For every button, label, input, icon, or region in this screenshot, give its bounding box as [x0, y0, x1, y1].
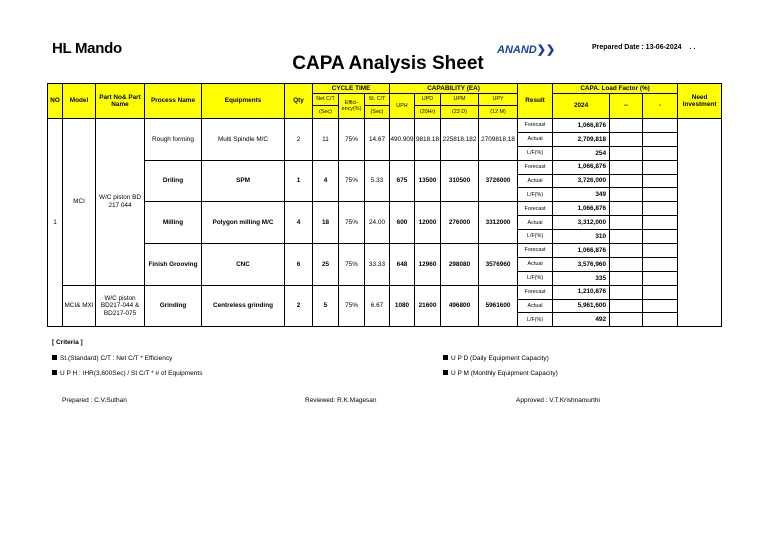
cell-load-lf: 349 [553, 188, 610, 202]
cell-load-empty [643, 160, 678, 174]
cell-equipment: Polygon milling M/C [202, 202, 285, 244]
cell-upy: 5961600 [479, 285, 518, 327]
col-header-st-ct: St. C/T [365, 94, 390, 106]
cell-equipment: Centreless grinding [202, 285, 285, 327]
col-header-net-ct: Net C/T [313, 94, 339, 106]
cell-result-label: Actual [518, 216, 553, 230]
col-header-equipments: Equipments [202, 84, 285, 119]
cell-st-ct: 6.67 [365, 285, 390, 327]
cell-no: 1 [48, 119, 63, 327]
col-header-col2: -- [610, 94, 643, 119]
cell-result-label: Actual [518, 174, 553, 188]
cell-load-empty [610, 244, 643, 258]
col-header-upm: UPM [441, 94, 479, 106]
hl-mando-logo: HL Mando [52, 40, 122, 57]
col-header-model: Model [63, 84, 96, 119]
criteria-item [52, 370, 202, 377]
cell-load-empty [610, 257, 643, 271]
cell-net-ct: 18 [313, 202, 339, 244]
cell-result-label: Forecast [518, 160, 553, 174]
cell-load-empty [643, 174, 678, 188]
col-header-uph: UPH [390, 94, 415, 119]
col-header-no: NO [48, 84, 63, 119]
col-header-upy-sub: (12 M) [479, 106, 518, 119]
cell-load-empty [643, 216, 678, 230]
cell-efficiency: 75% [339, 202, 365, 244]
cell-load-lf: 335 [553, 271, 610, 285]
square-bullet-icon [52, 370, 57, 375]
cell-load-forecast: 1,066,876 [553, 244, 610, 258]
col-header-cycle-time: CYCLE TIME [313, 84, 390, 94]
square-bullet-icon [443, 355, 448, 360]
cell-qty: 1 [285, 160, 313, 202]
cell-load-empty [643, 202, 678, 216]
reviewed-by: Reviewed: R.K.Magesan [305, 397, 377, 404]
cell-process: Rough forming [145, 119, 202, 161]
cell-load-empty [610, 174, 643, 188]
cell-st-ct: 5.33 [365, 160, 390, 202]
cell-upm: 310500 [441, 160, 479, 202]
cell-uph: 490.909 [390, 119, 415, 161]
col-header-part: Part No& Part Name [96, 84, 145, 119]
cell-net-ct: 5 [313, 285, 339, 327]
criteria-item [443, 370, 558, 377]
cell-qty: 2 [285, 285, 313, 327]
page-title: CAPA Analysis Sheet [292, 53, 484, 74]
cell-load-empty [643, 271, 678, 285]
cell-load-empty [610, 188, 643, 202]
cell-qty: 2 [285, 119, 313, 161]
cell-upd: 13500 [415, 160, 441, 202]
cell-uph: 648 [390, 244, 415, 286]
table-row [48, 160, 722, 174]
square-bullet-icon [443, 370, 448, 375]
cell-load-empty [643, 313, 678, 327]
col-header-upy: UPY [479, 94, 518, 106]
cell-part: W/C piston BD217-044 & BD217-075 [96, 285, 145, 327]
cell-load-empty [610, 202, 643, 216]
cell-uph: 675 [390, 160, 415, 202]
cell-result-label: L/F(%) [518, 313, 553, 327]
cell-load-empty [643, 132, 678, 146]
cell-load-empty [610, 160, 643, 174]
chevron-right-icon: ❯❯ [536, 44, 556, 56]
cell-qty: 4 [285, 202, 313, 244]
cell-efficiency: 75% [339, 285, 365, 327]
cell-upy: 3726000 [479, 160, 518, 202]
criteria-text: U P D (Daily Equipment Capacity) [451, 355, 549, 362]
cell-load-empty [610, 285, 643, 299]
cell-result-label: Forecast [518, 202, 553, 216]
cell-upd: 9818.18 [415, 119, 441, 161]
col-header-process: Process Name [145, 84, 202, 119]
cell-load-actual: 5,961,600 [553, 299, 610, 313]
cell-result-label: Forecast [518, 285, 553, 299]
cell-load-forecast: 1,066,876 [553, 160, 610, 174]
cell-upy: 2709818.18 [479, 119, 518, 161]
cell-efficiency: 75% [339, 119, 365, 161]
cell-load-actual: 3,726,000 [553, 174, 610, 188]
cell-need-investment [678, 119, 722, 327]
cell-load-empty [610, 119, 643, 133]
col-header-need-investment: Need Investment [678, 84, 722, 119]
cell-upy: 3312000 [479, 202, 518, 244]
col-header-upm-sub: (23 D) [441, 106, 479, 119]
cell-st-ct: 24.00 [365, 202, 390, 244]
col-header-col3: - [643, 94, 678, 119]
cell-upm: 276000 [441, 202, 479, 244]
cell-load-empty [643, 257, 678, 271]
criteria-text: St.(Standard) C/T : Net C/T * Efficiency [60, 355, 173, 362]
prepared-by: Prepared : C.V.Suthan [62, 397, 127, 404]
prepared-date [592, 44, 695, 51]
col-header-efficiency: Effici-ency(%) [339, 94, 365, 119]
cell-qty: 6 [285, 244, 313, 286]
cell-load-empty [610, 146, 643, 160]
date-dots: . . [689, 44, 696, 51]
col-header-sec-2: (Sec) [365, 106, 390, 119]
cell-result-label: Actual [518, 299, 553, 313]
cell-upm: 225818.182 [441, 119, 479, 161]
cell-load-forecast: 1,066,876 [553, 202, 610, 216]
cell-net-ct: 25 [313, 244, 339, 286]
square-bullet-icon [52, 355, 57, 360]
prepared-date-text: Prepared Date : 13-06-2024 [592, 44, 682, 51]
cell-result-label: L/F(%) [518, 271, 553, 285]
col-header-load-factor: CAPA. Load Factor (%) [553, 84, 678, 94]
col-header-year: 2024 [553, 94, 610, 119]
table-row [48, 202, 722, 216]
cell-result-label: L/F(%) [518, 146, 553, 160]
cell-load-empty [610, 299, 643, 313]
cell-load-empty [643, 188, 678, 202]
cell-upd: 12000 [415, 202, 441, 244]
cell-result-label: Actual [518, 132, 553, 146]
cell-load-forecast: 1,066,876 [553, 119, 610, 133]
cell-result-label: Forecast [518, 119, 553, 133]
cell-load-empty [643, 230, 678, 244]
col-header-upd: UPD [415, 94, 441, 106]
cell-load-empty [643, 146, 678, 160]
cell-load-empty [610, 271, 643, 285]
cell-upd: 12960 [415, 244, 441, 286]
cell-result-label: Forecast [518, 244, 553, 258]
cell-load-empty [610, 216, 643, 230]
col-header-result: Result [518, 84, 553, 119]
cell-load-empty [643, 244, 678, 258]
cell-equipment: CNC [202, 244, 285, 286]
cell-uph: 600 [390, 202, 415, 244]
cell-net-ct: 4 [313, 160, 339, 202]
capa-table [47, 83, 722, 327]
cell-uph: 1080 [390, 285, 415, 327]
cell-st-ct: 33.33 [365, 244, 390, 286]
cell-load-empty [643, 119, 678, 133]
cell-st-ct: 14.67 [365, 119, 390, 161]
col-header-upd-sub: (20Hr) [415, 106, 441, 119]
table-row [48, 285, 722, 299]
approved-by: Approved : V.T.Krishnamurthi [516, 397, 600, 404]
cell-load-forecast: 1,210,876 [553, 285, 610, 299]
cell-result-label: L/F(%) [518, 188, 553, 202]
col-header-sec-1: (Sec) [313, 106, 339, 119]
cell-model: MCI [63, 119, 96, 286]
cell-load-empty [610, 230, 643, 244]
criteria-item [443, 355, 549, 362]
cell-load-lf: 492 [553, 313, 610, 327]
cell-load-empty [610, 132, 643, 146]
cell-load-actual: 3,576,960 [553, 257, 610, 271]
cell-equipment: SPM [202, 160, 285, 202]
cell-process: Driling [145, 160, 202, 202]
cell-load-lf: 254 [553, 146, 610, 160]
criteria-text: U P H : IHR(3,600Sec) / St C/T * # of Equipments [60, 370, 203, 377]
cell-result-label: L/F(%) [518, 230, 553, 244]
criteria-item [52, 355, 172, 362]
cell-upm: 496800 [441, 285, 479, 327]
cell-result-label: Actual [518, 257, 553, 271]
cell-process: Grinding [145, 285, 202, 327]
cell-load-empty [643, 299, 678, 313]
cell-equipment: Multi Spindle M/C [202, 119, 285, 161]
cell-load-empty [610, 313, 643, 327]
anand-logo-text: ANAND [497, 44, 537, 56]
table-row [48, 244, 722, 258]
cell-process: Milling [145, 202, 202, 244]
criteria-title: [ Criteria ] [52, 339, 83, 346]
cell-load-actual: 2,709,818 [553, 132, 610, 146]
cell-efficiency: 75% [339, 160, 365, 202]
cell-part: W/C piston BD 217 044 [96, 119, 145, 286]
cell-upm: 298080 [441, 244, 479, 286]
cell-model: MCI& MXI [63, 285, 96, 327]
col-header-capability: CAPABILITY (EA) [390, 84, 518, 94]
criteria-text: U P M (Monthly Equipment Capacity) [451, 370, 558, 377]
cell-efficiency: 75% [339, 244, 365, 286]
cell-upd: 21600 [415, 285, 441, 327]
cell-upy: 3576960 [479, 244, 518, 286]
table-row [48, 119, 722, 133]
cell-load-actual: 3,312,000 [553, 216, 610, 230]
cell-load-empty [643, 285, 678, 299]
cell-load-lf: 310 [553, 230, 610, 244]
cell-net-ct: 11 [313, 119, 339, 161]
cell-process: Finish Grooving [145, 244, 202, 286]
col-header-qty: Qty [285, 84, 313, 119]
